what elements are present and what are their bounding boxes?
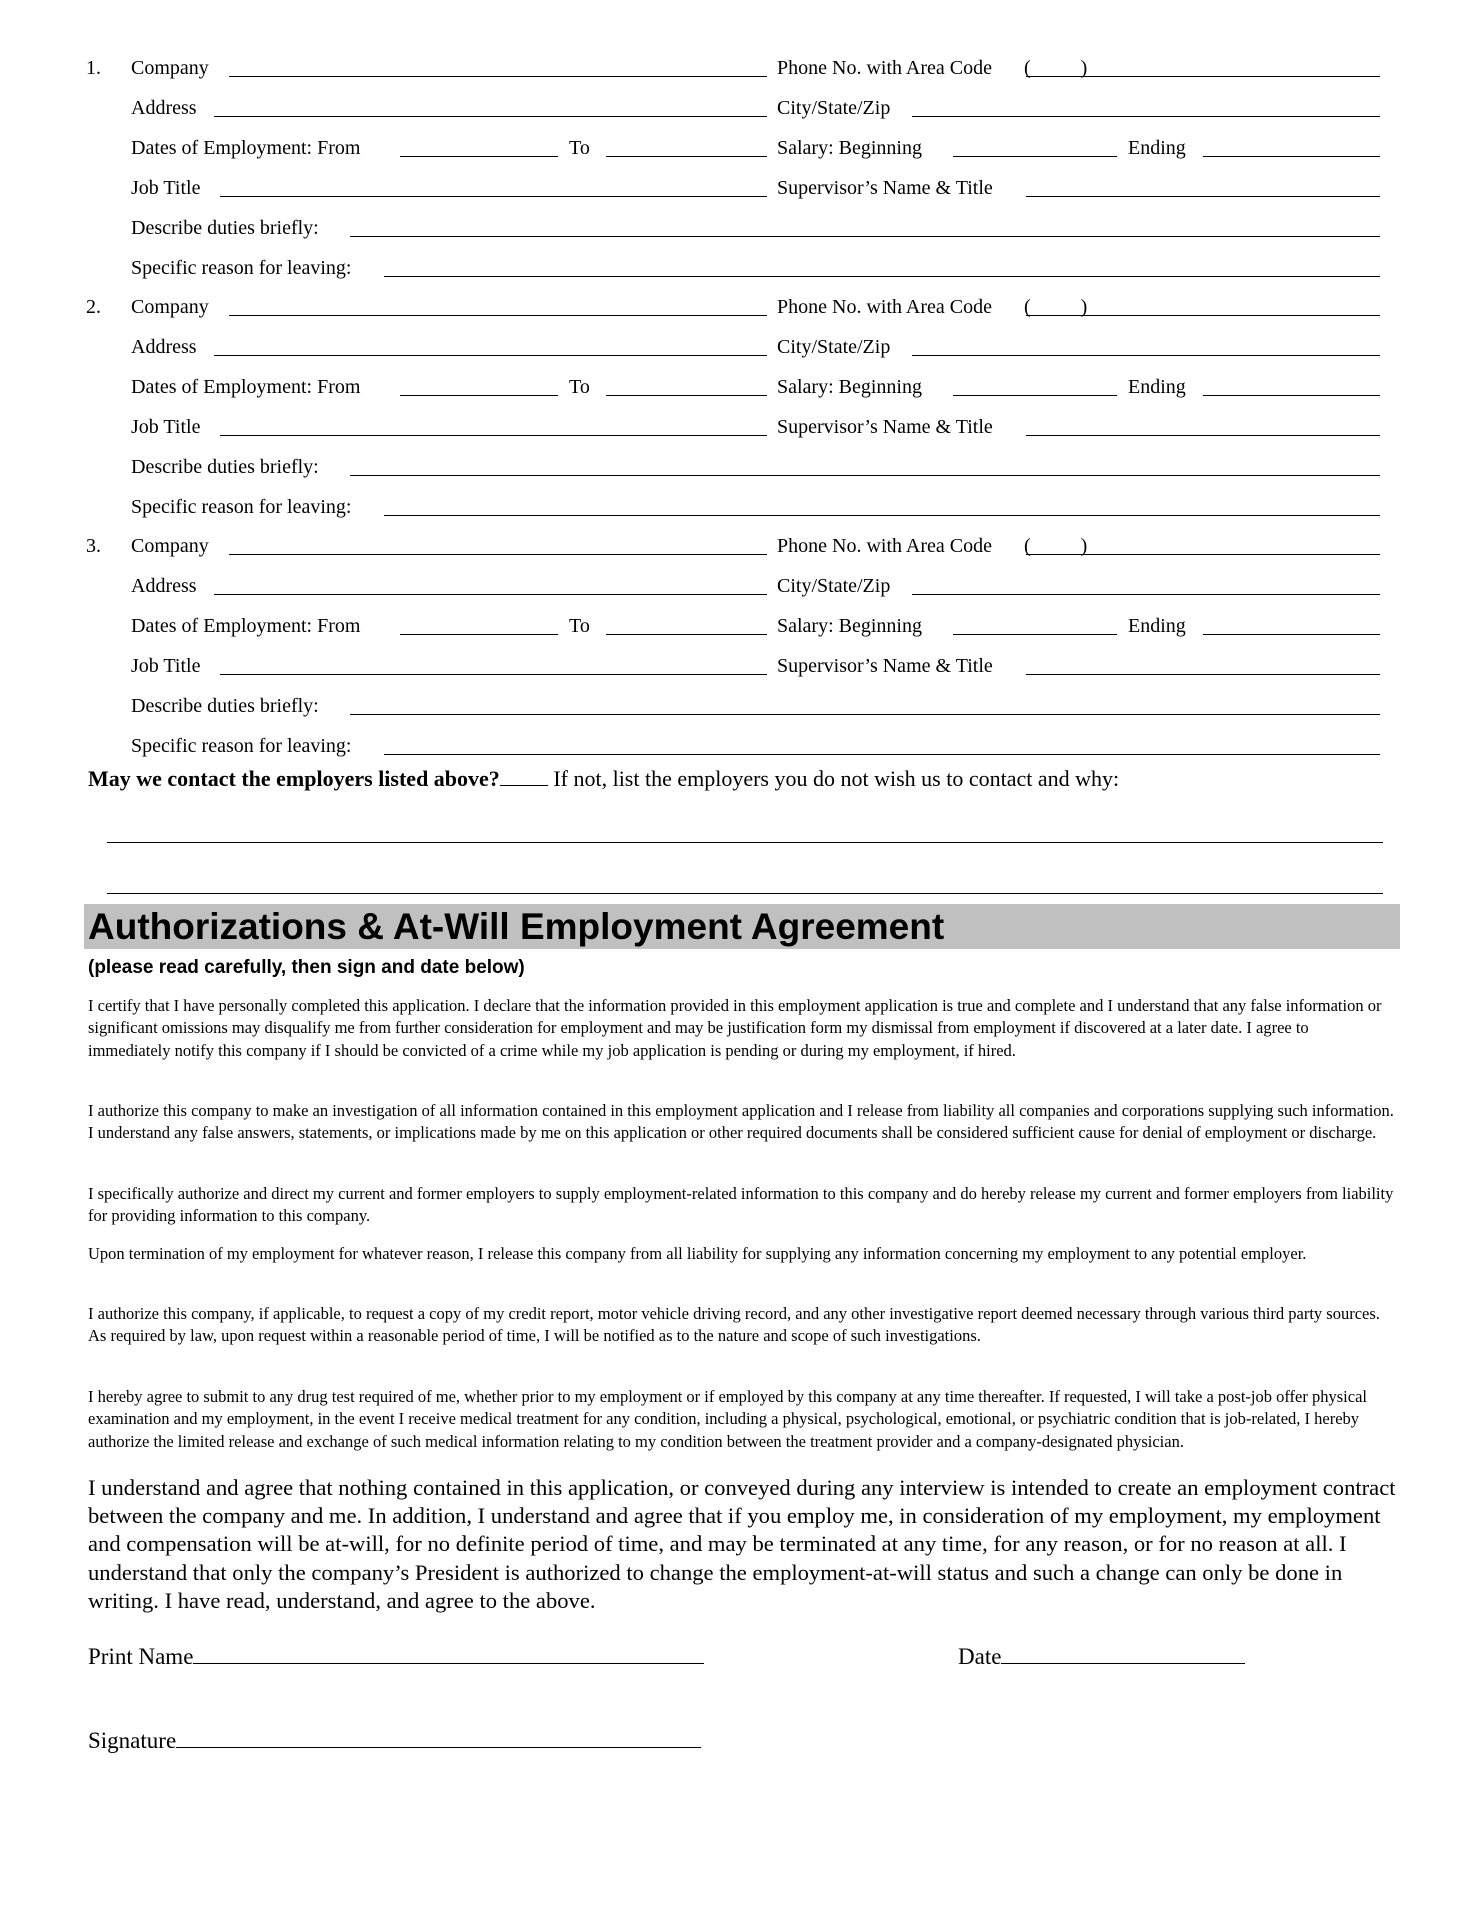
duties-input-line[interactable]: [350, 475, 1380, 476]
authorization-paragraph-investigation: I authorize this company to make an investigation of all information contained in this employment application and I release from liability all companies and corporations supplying such information. I understand any false answers, statements, or implications made by me on this application or other required documents shall be considered sufficient cause for denial of employment or discharge.: [88, 1101, 1394, 1143]
company-label: Company: [131, 296, 209, 318]
employer-2-job-row: [0, 413, 1484, 441]
supervisor-label: Supervisor’s Name & Title: [777, 655, 993, 677]
job-title-input-line[interactable]: [220, 674, 767, 675]
signature-field: [88, 1725, 701, 1756]
city-state-zip-input-line[interactable]: [912, 594, 1380, 595]
address-label: Address: [131, 97, 197, 119]
employer-3-dates-row: [0, 612, 1484, 640]
company-input-line[interactable]: [229, 554, 767, 555]
salary-beginning-label: Salary: Beginning: [777, 376, 922, 398]
area-code-parens: ( ): [1024, 296, 1088, 318]
phone-label: Phone No. with Area Code: [777, 296, 992, 318]
salary-ending-input-line[interactable]: [1203, 634, 1380, 635]
phone-input-line[interactable]: [1026, 315, 1380, 316]
area-code-parens: ( ): [1024, 535, 1088, 557]
salary-beginning-label: Salary: Beginning: [777, 615, 922, 637]
date-to-input-line[interactable]: [606, 156, 767, 157]
reason-input-line[interactable]: [384, 276, 1380, 277]
phone-label: Phone No. with Area Code: [777, 57, 992, 79]
employer-number: 1.: [86, 57, 101, 79]
salary-ending-input-line[interactable]: [1203, 156, 1380, 157]
salary-ending-label: Ending: [1128, 137, 1186, 159]
company-input-line[interactable]: [229, 315, 767, 316]
city-state-zip-input-line[interactable]: [912, 116, 1380, 117]
reason-input-line[interactable]: [384, 515, 1380, 516]
employer-1-job-row: [0, 174, 1484, 202]
date-to-input-line[interactable]: [606, 395, 767, 396]
date-field: [958, 1641, 1245, 1672]
salary-ending-label: Ending: [1128, 376, 1186, 398]
contact-question-label: May we contact the employers listed above?: [88, 766, 500, 791]
salary-beginning-input-line[interactable]: [953, 634, 1117, 635]
employer-3-duties-row: [0, 692, 1484, 720]
dates-from-label: Dates of Employment: From: [131, 376, 361, 398]
employer-2-company-row: [0, 293, 1484, 321]
company-label: Company: [131, 57, 209, 79]
address-input-line[interactable]: [214, 355, 767, 356]
job-title-label: Job Title: [131, 177, 201, 199]
supervisor-input-line[interactable]: [1026, 674, 1380, 675]
dates-from-label: Dates of Employment: From: [131, 137, 361, 159]
contact-explanation-line-2[interactable]: [107, 893, 1383, 894]
employer-3-address-row: [0, 572, 1484, 600]
contact-answer-blank[interactable]: [500, 765, 548, 786]
employer-1-address-row: [0, 94, 1484, 122]
salary-ending-input-line[interactable]: [1203, 395, 1380, 396]
contact-employers-question: [88, 764, 1119, 794]
city-state-zip-input-line[interactable]: [912, 355, 1380, 356]
authorization-paragraph-certify: I certify that I have personally completed this application. I declare that the information provided in this employment application is true and complete and I understand that any false information or significant omissions may disqualify me from further consideration for employment and may be justification form my dismissal from employment if discovered at a later date. I agree to immediately notify this company if I should be convicted of a crime while my job application is pending or during my employment, if hired.: [88, 996, 1382, 1060]
print-name-label: Print Name: [88, 1644, 194, 1669]
supervisor-label: Supervisor’s Name & Title: [777, 177, 993, 199]
salary-beginning-label: Salary: Beginning: [777, 137, 922, 159]
city-state-zip-label: City/State/Zip: [777, 336, 891, 358]
supervisor-input-line[interactable]: [1026, 435, 1380, 436]
job-title-label: Job Title: [131, 655, 201, 677]
job-title-input-line[interactable]: [220, 435, 767, 436]
authorization-paragraph-termination: Upon termination of my employment for whatever reason, I release this company from all liability for supplying any information concerning my employment to any potential employer.: [88, 1244, 1307, 1263]
date-from-input-line[interactable]: [400, 156, 558, 157]
phone-label: Phone No. with Area Code: [777, 535, 992, 557]
contact-followup-text: If not, list the employers you do not wish us to contact and why:: [547, 766, 1120, 791]
reason-label: Specific reason for leaving:: [131, 735, 352, 757]
address-input-line[interactable]: [214, 116, 767, 117]
company-input-line[interactable]: [229, 76, 767, 77]
supervisor-input-line[interactable]: [1026, 196, 1380, 197]
dates-from-label: Dates of Employment: From: [131, 615, 361, 637]
address-label: Address: [131, 336, 197, 358]
signature-label: Signature: [88, 1728, 177, 1753]
authorization-paragraph-employers: I specifically authorize and direct my current and former employers to supply employment-related information to this company and do hereby release my current and former employers from liability for providing information to this company.: [88, 1184, 1394, 1226]
employer-number: 2.: [86, 296, 101, 318]
address-input-line[interactable]: [214, 594, 767, 595]
date-label: Date: [958, 1644, 1002, 1669]
print-name-field: [88, 1641, 704, 1672]
authorization-paragraph-drug-test: I hereby agree to submit to any drug test required of me, whether prior to my employment or if employed by this company at any time thereafter. If requested, I will take a post-job offer physical examination and my employment, in the event I receive medical treatment for any condition, including a physical, psychological, emotional, or psychiatric condition that is job-related, I hereby authorize the limited release and exchange of such medical information relating to my condition between the treatment provider and a company-designated physician.: [88, 1387, 1367, 1451]
duties-input-line[interactable]: [350, 236, 1380, 237]
contact-explanation-line-1[interactable]: [107, 842, 1383, 843]
job-title-input-line[interactable]: [220, 196, 767, 197]
employer-1-reason-row: [0, 254, 1484, 282]
employer-2-address-row: [0, 333, 1484, 361]
date-from-input-line[interactable]: [400, 634, 558, 635]
reason-input-line[interactable]: [384, 754, 1380, 755]
employer-1-company-row: [0, 54, 1484, 82]
salary-ending-label: Ending: [1128, 615, 1186, 637]
section-title: Authorizations & At-Will Employment Agreement: [88, 906, 945, 947]
employer-2-reason-row: [0, 493, 1484, 521]
job-title-label: Job Title: [131, 416, 201, 438]
duties-label: Describe duties briefly:: [131, 456, 319, 478]
supervisor-label: Supervisor’s Name & Title: [777, 416, 993, 438]
reason-label: Specific reason for leaving:: [131, 257, 352, 279]
address-label: Address: [131, 575, 197, 597]
employer-3-company-row: [0, 532, 1484, 560]
city-state-zip-label: City/State/Zip: [777, 97, 891, 119]
date-input-line[interactable]: [1001, 1641, 1245, 1664]
employer-number: 3.: [86, 535, 101, 557]
employer-2-duties-row: [0, 453, 1484, 481]
reason-label: Specific reason for leaving:: [131, 496, 352, 518]
signature-input-line[interactable]: [176, 1725, 701, 1748]
phone-input-line[interactable]: [1026, 76, 1380, 77]
employer-3-reason-row: [0, 732, 1484, 760]
date-to-label: To: [569, 615, 590, 637]
section-subtitle: (please read carefully, then sign and date below): [88, 957, 525, 978]
salary-beginning-input-line[interactable]: [953, 395, 1117, 396]
city-state-zip-label: City/State/Zip: [777, 575, 891, 597]
duties-label: Describe duties briefly:: [131, 217, 319, 239]
employer-3-job-row: [0, 652, 1484, 680]
date-from-input-line[interactable]: [400, 395, 558, 396]
company-label: Company: [131, 535, 209, 557]
employer-1-dates-row: [0, 134, 1484, 162]
area-code-parens: ( ): [1024, 57, 1088, 79]
date-to-input-line[interactable]: [606, 634, 767, 635]
at-will-agreement-paragraph: I understand and agree that nothing contained in this application, or conveyed during any interview is intended to create an employment contract between the company and me. In addition, I understand and agree that if you employ me, in consideration of my employment, my employment and compensation will be at-will, for no definite period of time, and may be terminated at any time, for any reason, or for no reason at all. I understand that only the company’s President is authorized to change the employment-at-will status and such a change can only be done in writing. I have read, understand, and agree to the above.: [88, 1475, 1396, 1613]
employer-1-duties-row: [0, 214, 1484, 242]
date-to-label: To: [569, 376, 590, 398]
authorization-paragraph-credit-report: I authorize this company, if applicable, to request a copy of my credit report, motor vehicle driving record, and any other investigative report deemed necessary through various third party sources. As required by law, upon request within a reasonable period of time, I will be notified as to the nature and scope of such investigations.: [88, 1304, 1380, 1346]
date-to-label: To: [569, 137, 590, 159]
phone-input-line[interactable]: [1026, 554, 1380, 555]
duties-label: Describe duties briefly:: [131, 695, 319, 717]
print-name-input-line[interactable]: [193, 1641, 704, 1664]
duties-input-line[interactable]: [350, 714, 1380, 715]
employer-2-dates-row: [0, 373, 1484, 401]
salary-beginning-input-line[interactable]: [953, 156, 1117, 157]
